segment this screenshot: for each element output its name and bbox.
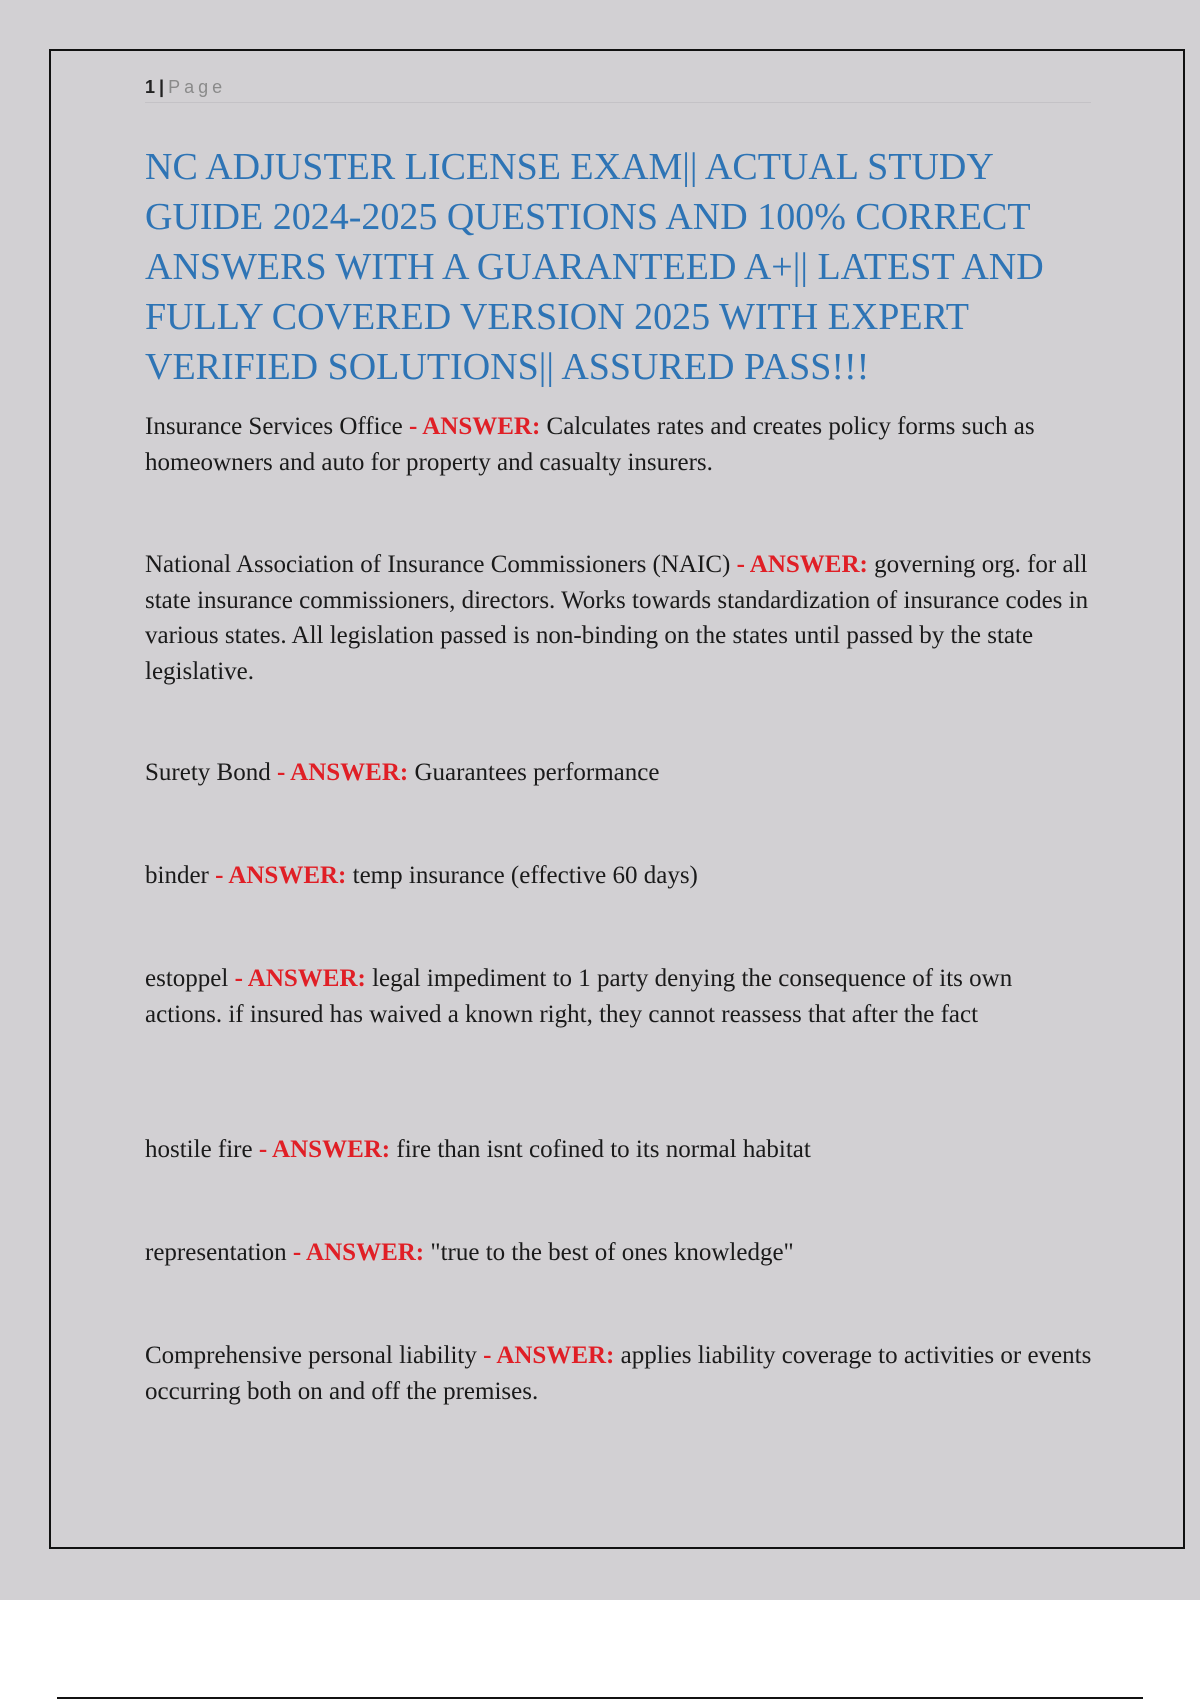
answer-tag: - ANSWER: <box>736 551 868 578</box>
answer-tag: - ANSWER: <box>276 759 409 786</box>
answer-tag: - ANSWER: <box>483 1342 615 1369</box>
qa-item <box>145 409 1095 480</box>
answer-tag: - ANSWER: <box>258 1136 391 1163</box>
qa-item <box>145 961 1095 1032</box>
qa-item <box>145 1235 1095 1271</box>
page-label: Page <box>168 77 227 97</box>
qa-term: National Association of Insurance Commissioners (NAIC) <box>145 551 731 578</box>
qa-term: Comprehensive personal liability <box>145 1342 477 1369</box>
qa-term: Surety Bond <box>145 759 271 786</box>
qa-item <box>145 858 1095 894</box>
answer-tag: - ANSWER: <box>215 862 347 889</box>
qa-item <box>145 1132 1095 1168</box>
qa-term: representation <box>145 1239 287 1266</box>
qa-term: estoppel <box>145 965 229 992</box>
qa-answer: applies liability coverage to activities or events occurring both on and off the premises. <box>145 1342 1092 1405</box>
qa-answer: temp insurance (effective 60 days) <box>352 862 698 889</box>
qa-answer: legal impediment to 1 party denying the consequence of its own actions. if insured has waived a known right, they cannot reassess that after the fact <box>145 965 1013 1028</box>
qa-term: Insurance Services Office <box>145 413 403 440</box>
qa-answer: Calculates rates and creates policy forms such as homeowners and auto for property and casualty insurers. <box>145 413 1035 476</box>
qa-item <box>145 1338 1095 1409</box>
answer-tag: - ANSWER: <box>292 1239 425 1266</box>
page-header <box>145 74 1091 103</box>
next-page-border <box>57 1697 1143 1699</box>
qa-item <box>145 755 1095 791</box>
qa-term: binder <box>145 862 209 889</box>
qa-term: hostile fire <box>145 1136 253 1163</box>
qa-answer: fire than isnt cofined to its normal habitat <box>396 1136 811 1163</box>
qa-answer: "true to the best of ones knowledge" <box>430 1239 794 1266</box>
qa-answer: Guarantees performance <box>414 759 660 786</box>
document-title: NC ADJUSTER LICENSE EXAM|| ACTUAL STUDY GUIDE 2024-2025 QUESTIONS AND 100% CORRECT ANSWERS WITH A GUARANTEED A+|| LATEST AND FULLY COVERED VERSION 2025 WITH EXPERT VERIFIED SOLUTIONS|| ASSURED PASS!!! <box>145 146 1044 388</box>
page-number: 1 <box>145 77 156 97</box>
qa-answer: governing org. for all state insurance commissioners, directors. Works towards standardization of insurance codes in various states. All legislation passed is non-binding on the states until passed by the state legislative. <box>145 551 1089 685</box>
page-number-separator: | <box>159 77 165 97</box>
answer-tag: - ANSWER: <box>234 965 366 992</box>
qa-item <box>145 547 1095 689</box>
answer-tag: - ANSWER: <box>409 413 541 440</box>
